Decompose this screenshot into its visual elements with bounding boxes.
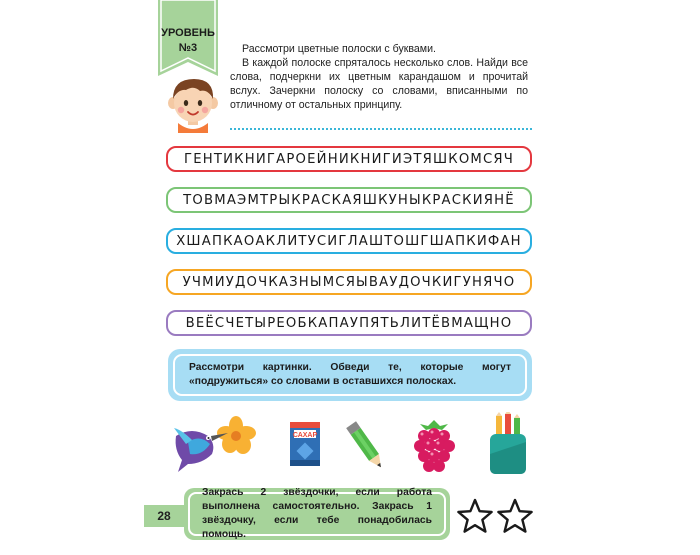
level-label (158, 26, 218, 56)
pencil-cup-icon[interactable] (486, 412, 530, 476)
task-text: Рассмотри картинки. Обведи те, которые могут «подружиться» со словами в оставшихся полосках. (189, 362, 511, 387)
pencil-icon[interactable] (346, 418, 386, 474)
level-word: УРОВЕНЬ (161, 27, 215, 39)
letter-strip-green: ТОВМАЭМТРЫКРАСКАЯШКУНЫКРАСКИЯНЁ (166, 187, 532, 213)
level-number: №3 (178, 42, 198, 54)
letter-strip-purple: ВЕЁСЧЕТЫРЕОБКАПАУПЯТЬЛИТЁВМАЩНО (166, 310, 532, 336)
task-box (168, 349, 532, 401)
bird-and-flower-icon[interactable] (172, 414, 262, 476)
instruction-second: В каждой полоске спряталось несколько слов. Найди все слова, подчеркни их цветным карандашом и прочитай вслух. Зачеркни полоску со словами, вписанными по отличному от остальных принципу. (230, 57, 528, 111)
instruction-first: Рассмотри цветные полоски с буквами. (242, 43, 436, 55)
instructions (230, 42, 528, 112)
letter-strip-blue: ХШАПКАОАКЛИТУСИГЛАШТОШГШАПКИФАН (166, 228, 532, 254)
boy-avatar-icon (164, 75, 222, 133)
dotted-separator (230, 128, 532, 130)
letter-strip-red: ГЕНТИКНИГАРОЕЙНИКНИГИЭТЯШКОМСЯЧ (166, 146, 532, 172)
self-assessment-box (184, 488, 450, 540)
star-icon-first[interactable] (456, 498, 494, 534)
sugar-box-icon[interactable] (288, 418, 322, 468)
level-badge (158, 0, 218, 76)
sugar-label: САХАР (292, 432, 318, 439)
letter-strip-orange: УЧМИУДОЧКАЗНЫМСЯЫВАУДОЧКИГУНЯЧО (166, 269, 532, 295)
star-icon-second[interactable] (496, 498, 534, 534)
page-number: 28 (144, 505, 184, 527)
raspberry-icon[interactable] (410, 416, 458, 476)
self-assessment-text: Закрась 2 звёздочки, если работа выполнена самостоятельно. Закрась 1 звёздочку, если тебе понадобилась помощь. (202, 487, 432, 540)
